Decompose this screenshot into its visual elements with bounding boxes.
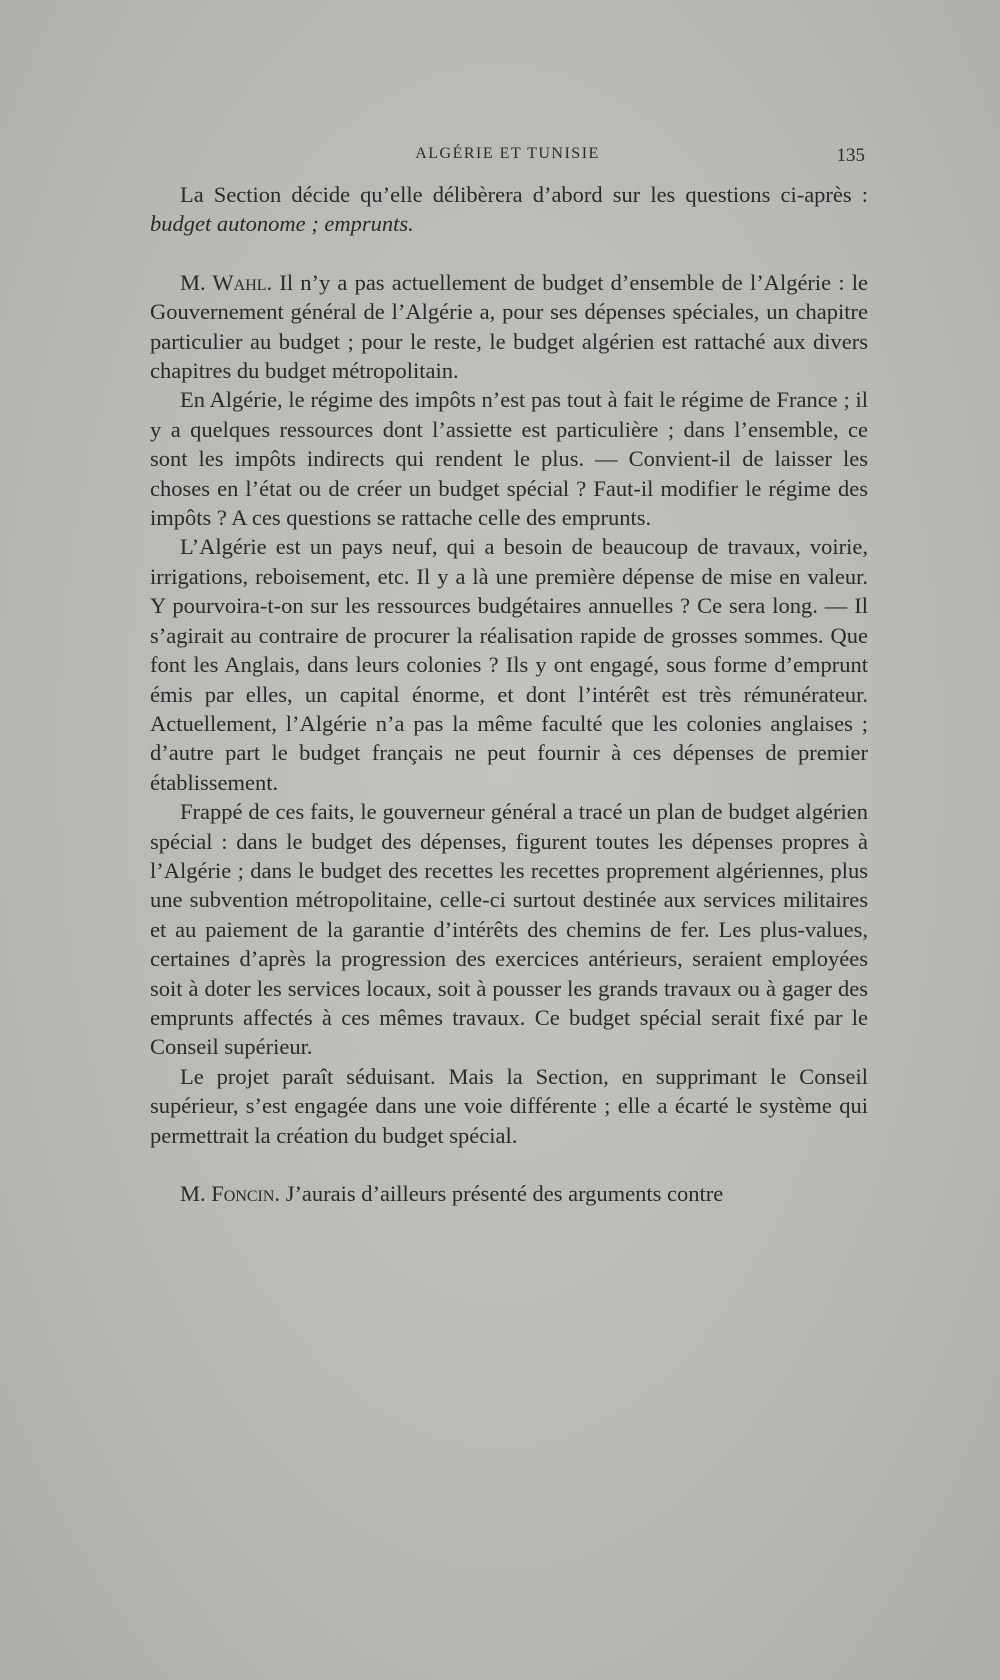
paragraph-text: J’aurais d’ailleurs présenté des arguments contre [280, 1181, 724, 1206]
italic-text: budget autonome ; emprunts. [150, 211, 414, 237]
body-text [150, 180, 868, 1208]
paragraph: L’Algérie est un pays neuf, qui a besoin de beaucoup de travaux, voirie, irrigations, reboisement, etc. Il y a là une première dépense de mise en valeur. Y pourvoira-t-on sur les ressources budgétaires annuelles ? Ce sera long. — Il s’agirait au contraire de procurer la réalisation rapide de grosses sommes. Que font les Anglais, dans leurs colonies ? Ils y ont engagé, sous forme d’emprunt émis par elles, un capital énorme, et dont l’intérêt est très rémunérateur. Actuellement, l’Algérie n’a pas la même faculté que les colonies anglaises ; d’autre part le budget français ne peut fournir à ces dépenses de premier établissement. [150, 534, 868, 795]
page-number: 135 [836, 145, 865, 166]
paragraph-text: La Section décide qu’elle délibèrera d’abord sur les questions ci-après : [180, 182, 868, 207]
paragraph: En Algérie, le régime des impôts n’est pas tout à fait le régime de France ; il y a quelques ressources dont l’assiette est particulière ; dans l’ensemble, ce sont les impôts indirects qui rendent le plus. — Convient-il de laisser les choses en l’état ou de créer un budget spécial ? Faut-il modifier le régime des impôts ? A ces questions se rattache celle des emprunts. [150, 387, 868, 531]
paragraph-text: Il n’y a pas actuellement de budget d’ensemble de l’Algérie : le Gouvernement général de l’Algérie a, pour ses dépenses spéciales, un chapitre particulier au budget ; pour le reste, le budget algérien est rattaché aux divers chapitres du budget métropolitain. [150, 269, 868, 384]
paragraph [150, 180, 868, 239]
paragraph [150, 268, 868, 386]
running-title: ALGÉRIE ET TUNISIE [415, 145, 600, 162]
speaker-name: M. Wahl. [180, 269, 273, 295]
paragraph [150, 1179, 868, 1208]
paragraph: Le projet paraît séduisant. Mais la Section, en supprimant le Conseil supérieur, s’est engagée dans une voie différente ; elle a écarté le système qui permettrait la création du budget spécial. [150, 1063, 868, 1148]
running-head [150, 145, 865, 169]
paragraph: Frappé de ces faits, le gouverneur général a tracé un plan de budget algérien spécial : dans le budget des dépenses, figurent toutes les dépenses propres à l’Algérie ; dans le budget des recettes les recettes proprement algériennes, plus une subvention métropolitaine, celle-ci surtout destinée aux services militaires et au paiement de la garantie d’intérêts des chemins de fer. Les plus-values, certaines d’après la progression des exercices antérieurs, seraient employées soit à doter les services locaux, soit à pousser les grands travaux ou à gager des emprunts affectés à ces mêmes travaux. Ce budget spécial serait fixé par le Conseil supérieur. [150, 799, 868, 1060]
speaker-name: M. Foncin. [180, 1181, 281, 1206]
